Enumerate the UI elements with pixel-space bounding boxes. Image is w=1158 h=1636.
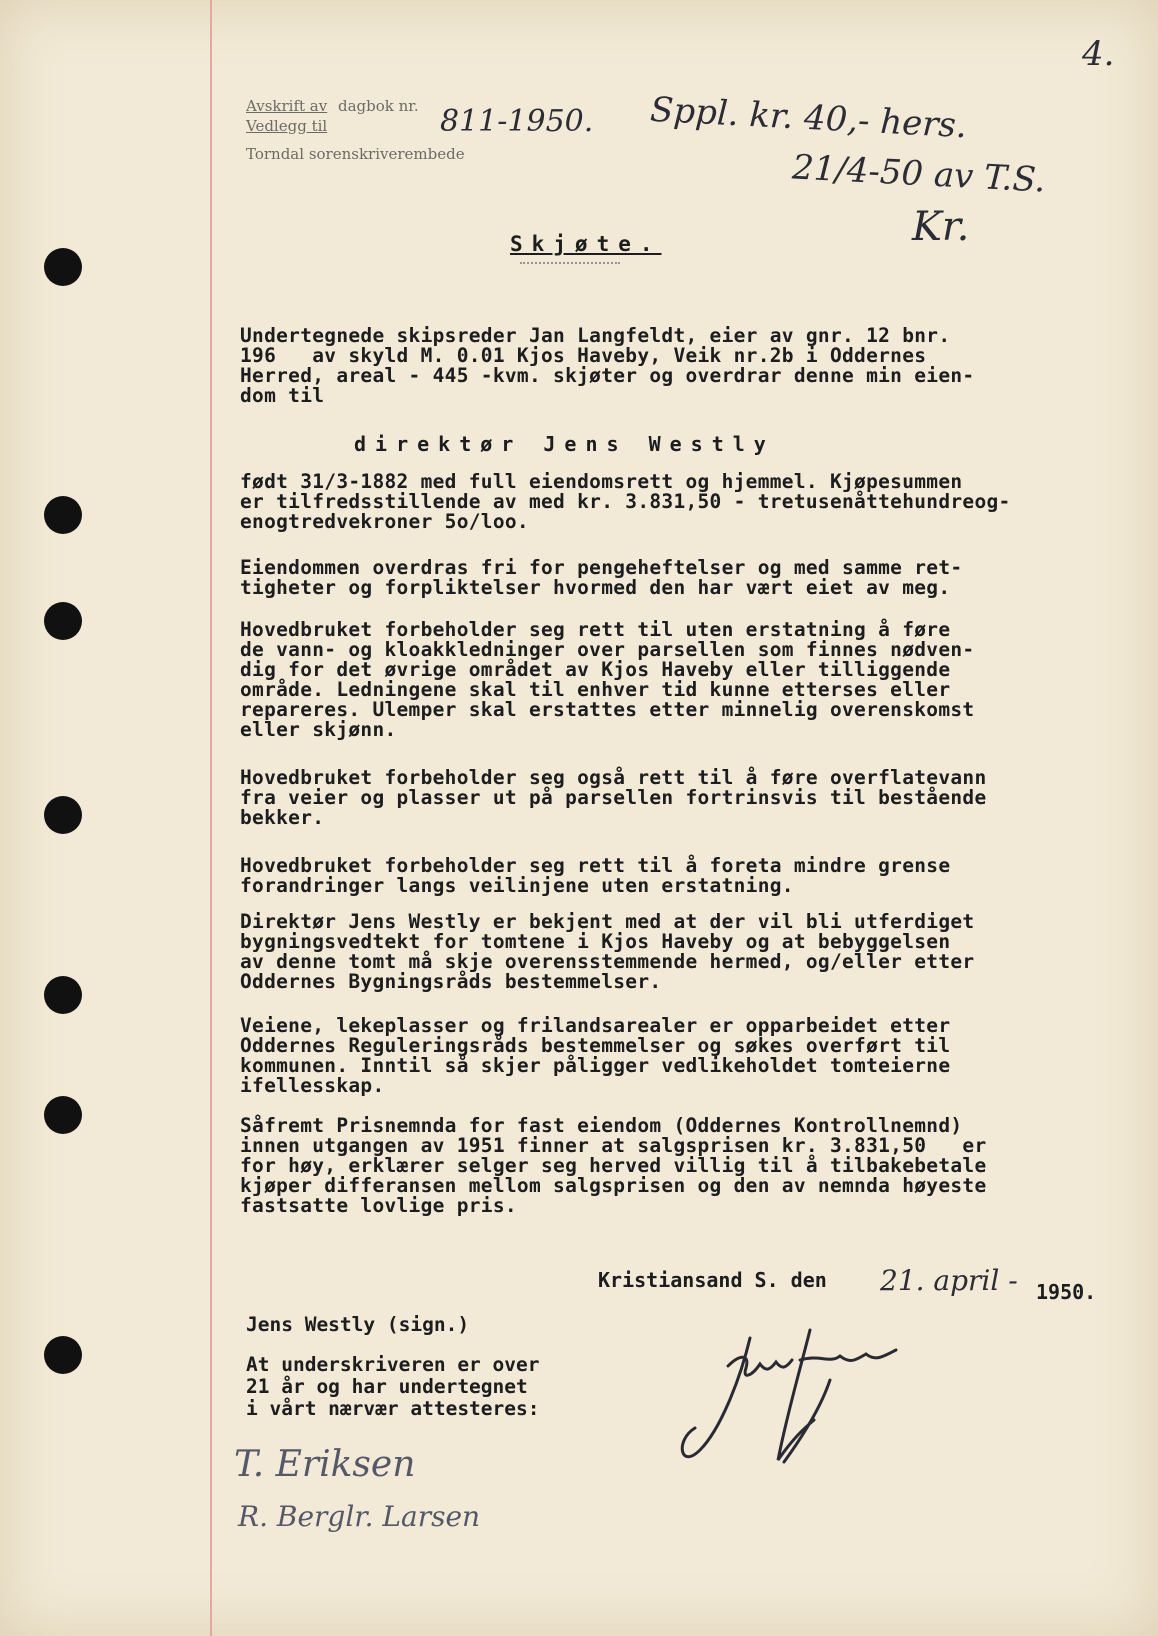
paragraph-surface-water: Hovedbruket forbeholder seg også rett til å føre overflatevann fra veier og plasser ut på parsellen fortrinsvis til bestående bekker. bbox=[240, 766, 987, 829]
stamp-line-2: Vedlegg til bbox=[246, 117, 328, 135]
stamp-dagbok: dagbok nr. bbox=[338, 97, 419, 115]
paragraph-building-code: Direktør Jens Westly er bekjent med at der vil bli utferdiget bygningsvedtekt for tomtene i Kjos Haveby og at bebyggelsen av denne tomt må skje overensstemmende hermed, og/eller etter Oddernes Bygningsråds bestemmelser. bbox=[240, 910, 975, 993]
annotation-line-1: Sppl. kr. 40,- hers. bbox=[649, 89, 968, 147]
paragraph-boundary: Hovedbruket forbeholder seg rett til å foreta mindre grense forandringer langs veilinjene uten erstatning. bbox=[240, 854, 951, 897]
handwritten-date: 21. april - bbox=[880, 1264, 1018, 1297]
title-divider bbox=[520, 262, 620, 264]
paragraph-price-control: Såfremt Prisnemnda for fast eiendom (Oddernes Kontrollnemnd) innen utgangen av 1951 finner at salgsprisen kr. 3.831,50 er for høy, erklærer selger seg herved villig til å tilbakebetale kjøper differansen mellom salgsprisen og den av nemnda høyeste fastsatte lovlige pris. bbox=[240, 1114, 987, 1217]
punch-hole bbox=[44, 248, 82, 286]
stamp-line-1: Avskrift av bbox=[246, 97, 328, 115]
stamp-line-3: Torndal sorenskriverembede bbox=[246, 145, 465, 163]
paragraph-purchase: født 31/3-1882 med full eiendomsrett og hjemmel. Kjøpesummen er tilfredsstillende av med kr. 3.831,50 - tretusenåttehundreog- enogtredvekroner 5o/loo. bbox=[240, 470, 1011, 533]
paragraph-roads: Veiene, lekeplasser og frilandsarealer er opparbeidet etter Oddernes Reguleringsråds bestemmelser og søkes overført til kommunen. Inntil så skjer påligger vedlikeholdet tomteierne ifellesskap. bbox=[240, 1014, 951, 1097]
witness-signature-2: R. Berglr. Larsen bbox=[238, 1500, 481, 1533]
attestation-text: At underskriveren er over 21 år og har undertegnet i vårt nærvær attesteres: bbox=[246, 1353, 540, 1420]
annotation-initials: Kr. bbox=[912, 204, 970, 250]
document-title: Skjøte. bbox=[510, 232, 662, 256]
annotation-line-2: 21/4-50 av T.S. bbox=[791, 147, 1047, 201]
punch-hole bbox=[44, 1336, 82, 1374]
buyer-signature-text: Jens Westly (sign.) bbox=[246, 1313, 470, 1336]
punch-hole bbox=[44, 602, 82, 640]
year: 1950. bbox=[1036, 1280, 1097, 1304]
punch-hole bbox=[44, 1096, 82, 1134]
paragraph-encumbrance: Eiendommen overdras fri for pengeheftelser og med samme ret- tigheter og forpliktelser hvormed den har vært eiet av meg. bbox=[240, 556, 963, 599]
seller-signature bbox=[680, 1320, 940, 1470]
place-date-label: Kristiansand S. den bbox=[598, 1268, 827, 1292]
punch-hole bbox=[44, 976, 82, 1014]
dagbok-number: 811-1950. bbox=[440, 104, 594, 139]
punch-hole bbox=[44, 796, 82, 834]
buyer-signature-line bbox=[246, 1314, 469, 1336]
punch-hole bbox=[44, 496, 82, 534]
registry-stamp bbox=[246, 96, 465, 164]
margin-line bbox=[210, 0, 212, 1636]
paragraph-pipes: Hovedbruket forbeholder seg rett til uten erstatning å føre de vann- og kloakkledninger over parsellen som finnes nødven- dig for det øvrige området av Kjos Haveby eller tilliggende område. Ledningene skal til enhver tid kunne etterses eller repareres. Ulemper skal erstattes etter minnelig overenskomst eller skjønn. bbox=[240, 618, 975, 741]
recipient-name: direktør Jens Westly bbox=[354, 432, 775, 456]
witness-signature-1: T. Eriksen bbox=[234, 1444, 416, 1485]
paragraph-intro: Undertegnede skipsreder Jan Langfeldt, eier av gnr. 12 bnr. 196 av skyld M. 0.01 Kjos Haveby, Veik nr.2b i Oddernes Herred, areal - 445 -kvm. skjøter og overdrar denne min eien- dom til bbox=[240, 324, 975, 407]
page-number: 4. bbox=[1082, 34, 1115, 74]
